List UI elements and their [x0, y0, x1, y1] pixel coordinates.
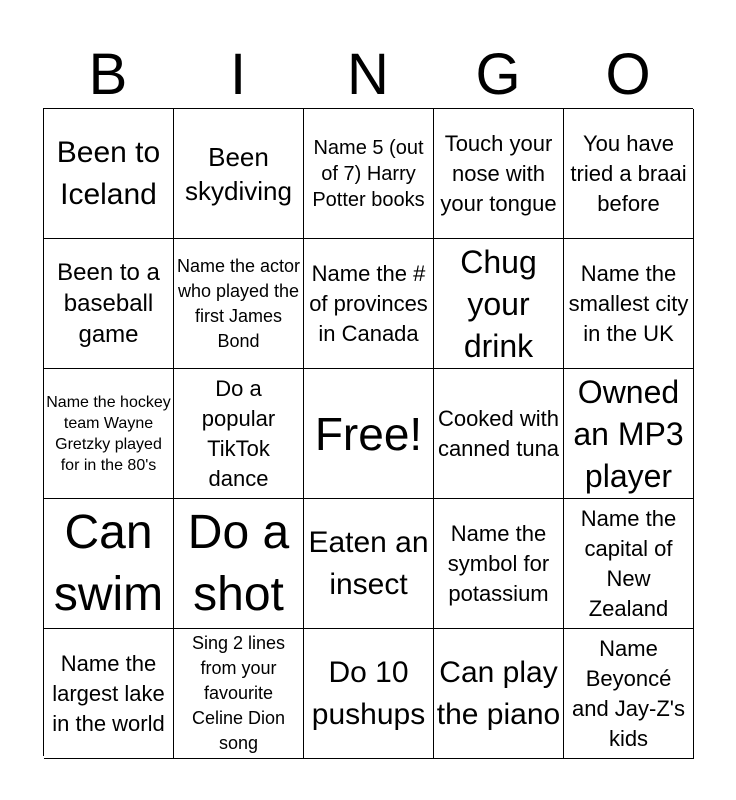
bingo-cell[interactable]	[304, 629, 434, 759]
bingo-cell[interactable]	[564, 629, 694, 759]
bingo-cell[interactable]	[304, 499, 434, 629]
bingo-cell[interactable]	[44, 629, 174, 759]
cell-text: Cooked with canned tuna	[437, 405, 560, 461]
cell-text: Sing 2 lines from your favourite Celine Dion song	[191, 633, 286, 753]
cell-text: Been to a baseball game	[57, 259, 160, 348]
bingo-cell[interactable]	[434, 109, 564, 239]
bingo-cell[interactable]	[44, 239, 174, 369]
bingo-cell[interactable]	[304, 109, 434, 239]
bingo-header	[43, 42, 693, 108]
free-space-cell[interactable]	[304, 369, 434, 499]
cell-text: Do 10 pushups	[311, 655, 426, 731]
header-letter-b: B	[88, 42, 128, 107]
cell-text: Name Beyoncé and Jay-Z's kids	[571, 635, 686, 751]
cell-text: Eaten an insect	[308, 525, 429, 601]
cell-text: Name the # of provinces in Canada	[309, 260, 428, 346]
cell-text: You have tried a braai before	[570, 130, 687, 216]
bingo-cell[interactable]	[174, 629, 304, 759]
cell-text: Name the capital of New Zealand	[580, 505, 677, 621]
header-letter-o: O	[605, 42, 651, 107]
header-letter-i: I	[229, 42, 247, 107]
bingo-cell[interactable]	[434, 239, 564, 369]
cell-text: Can swim	[53, 505, 164, 621]
cell-text: Can play the piano	[436, 655, 561, 731]
cell-text: Free!	[314, 407, 423, 460]
bingo-cell[interactable]	[434, 369, 564, 499]
bingo-cell[interactable]	[304, 239, 434, 369]
bingo-cell[interactable]	[174, 109, 304, 239]
bingo-cell[interactable]	[44, 369, 174, 499]
cell-text: Name the symbol for potassium	[447, 520, 550, 606]
cell-text: Been skydiving	[185, 141, 292, 206]
bingo-cell[interactable]	[564, 369, 694, 499]
bingo-cell[interactable]	[44, 109, 174, 239]
cell-text: Name the hockey team Wayne Gretzky played for in the 80's	[46, 393, 171, 474]
bingo-board	[43, 108, 693, 756]
cell-text: Name the smallest city in the UK	[568, 260, 689, 346]
bingo-cell[interactable]	[434, 499, 564, 629]
cell-text: Name 5 (out of 7) Harry Potter books	[312, 136, 425, 211]
header-letter-g: G	[475, 42, 521, 107]
bingo-cell[interactable]	[174, 369, 304, 499]
cell-text: Chug your drink	[460, 243, 537, 364]
bingo-cell[interactable]	[564, 109, 694, 239]
bingo-cell[interactable]	[174, 239, 304, 369]
cell-text: Do a popular TikTok dance	[201, 375, 276, 491]
cell-text: Do a shot	[187, 505, 290, 621]
bingo-cell[interactable]	[434, 629, 564, 759]
bingo-cell[interactable]	[174, 499, 304, 629]
cell-text: Touch your nose with your tongue	[440, 130, 557, 216]
cell-text: Name the actor who played the first James Bond	[176, 255, 301, 351]
cell-text: Owned an MP3 player	[573, 373, 684, 494]
cell-text: Name the largest lake in the world	[52, 650, 165, 736]
header-letter-n: N	[347, 42, 389, 107]
cell-text: Been to Iceland	[56, 135, 161, 211]
bingo-cell[interactable]	[44, 499, 174, 629]
bingo-cell[interactable]	[564, 239, 694, 369]
bingo-cell[interactable]	[564, 499, 694, 629]
